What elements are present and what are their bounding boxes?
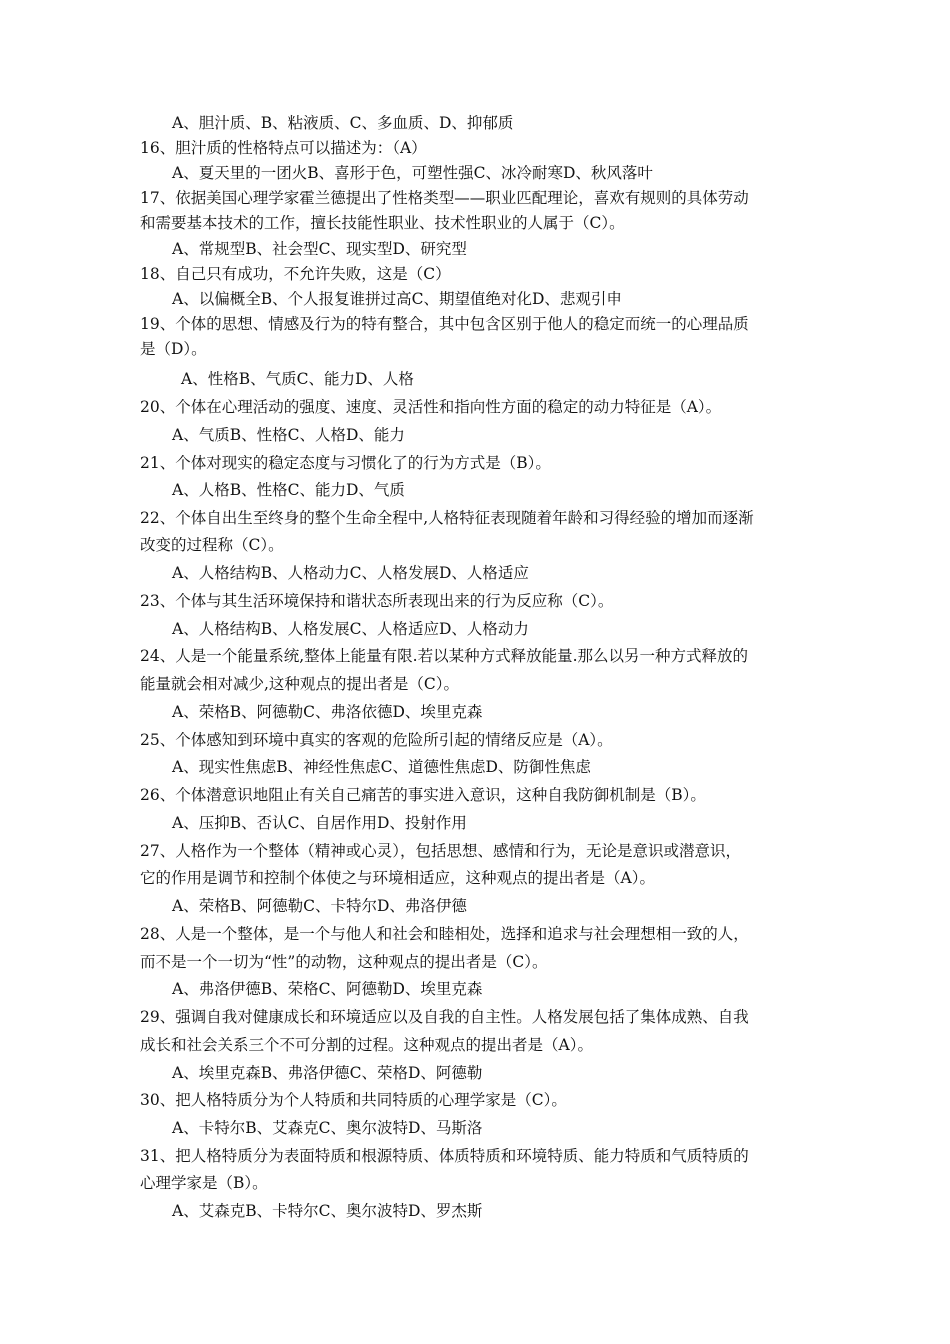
answer-options-line: A、人格结构B、人格动力C、人格发展D、人格适应 xyxy=(172,564,529,582)
question-line: 21、个体对现实的稳定态度与习惯化了的行为方式是（B）。 xyxy=(140,454,551,472)
answer-options-line: A、常规型B、社会型C、现实型D、研究型 xyxy=(172,240,467,258)
question-line: 心理学家是（B）。 xyxy=(140,1174,268,1192)
question-line: 19、个体的思想、情感及行为的特有整合，其中包含区别于他人的稳定而统一的心理品质 xyxy=(140,315,749,333)
answer-options-line: A、现实性焦虑B、神经性焦虑C、道德性焦虑D、防御性焦虑 xyxy=(172,758,591,776)
question-line: 26、个体潜意识地阻止有关自己痛苦的事实进入意识，这种自我防御机制是（B）。 xyxy=(140,786,706,804)
question-line: 16、胆汁质的性格特点可以描述为：（A） xyxy=(140,139,427,157)
question-line: 31、把人格特质分为表面特质和根源特质、体质特质和环境特质、能力特质和气质特质的 xyxy=(140,1147,749,1165)
answer-options-line: A、胆汁质、B、粘液质、C、多血质、D、抑郁质 xyxy=(172,114,514,132)
answer-options-line: A、性格B、气质C、能力D、人格 xyxy=(181,370,414,388)
answer-options-line: A、荣格B、阿德勒C、卡特尔D、弗洛伊德 xyxy=(172,897,467,915)
question-line: 23、个体与其生活环境保持和谐状态所表现出来的行为反应称（C）。 xyxy=(140,592,614,610)
question-line: 18、自己只有成功，不允许失败，这是（C） xyxy=(140,265,451,283)
answer-options-line: A、荣格B、阿德勒C、弗洛依德D、埃里克森 xyxy=(172,703,483,721)
question-line: 20、个体在心理活动的强度、速度、灵活性和指向性方面的稳定的动力特征是（A）。 xyxy=(140,398,722,416)
question-line: 而不是一个一切为“性”的动物，这种观点的提出者是（C）。 xyxy=(140,953,548,971)
answer-options-line: A、人格B、性格C、能力D、气质 xyxy=(172,481,405,499)
question-line: 28、人是一个整体，是一个与他人和社会和睦相处，选择和追求与社会理想相一致的人， xyxy=(140,925,749,943)
question-line: 29、强调自我对健康成长和环境适应以及自我的自主性。人格发展包括了集体成熟、自我 xyxy=(140,1008,749,1026)
question-line: 27、人格作为一个整体（精神或心灵），包括思想、感情和行为，无论是意识或潜意识， xyxy=(140,842,741,860)
answer-options-line: A、埃里克森B、弗洛伊德C、荣格D、阿德勒 xyxy=(172,1064,483,1082)
answer-options-line: A、卡特尔B、艾森克C、奥尔波特D、马斯洛 xyxy=(172,1119,483,1137)
question-line: 22、个体自出生至终身的整个生命全程中,人格特征表现随着年龄和习得经验的增加而逐渐 xyxy=(140,509,754,527)
answer-options-line: A、夏天里的一团火B、喜形于色，可塑性强C、冰冷耐寒D、秋风落叶 xyxy=(172,164,653,182)
question-line: 17、依据美国心理学家霍兰德提出了性格类型——职业匹配理论，喜欢有规则的具体劳动 xyxy=(140,189,749,207)
question-line: 30、把人格特质分为个人特质和共同特质的心理学家是（C）。 xyxy=(140,1091,567,1109)
answer-options-line: A、以偏概全B、个人报复谁拼过高C、期望值绝对化D、悲观引申 xyxy=(172,290,622,308)
question-line: 改变的过程称（C）。 xyxy=(140,536,284,554)
question-line: 它的作用是调节和控制个体使之与环境相适应，这种观点的提出者是（A）。 xyxy=(140,869,655,887)
question-line: 是（D）。 xyxy=(140,340,207,358)
question-line: 和需要基本技术的工作，擅长技能性职业、技术性职业的人属于（C）。 xyxy=(140,214,625,232)
answer-options-line: A、艾森克B、卡特尔C、奥尔波特D、罗杰斯 xyxy=(172,1202,483,1220)
question-line: 24、人是一个能量系统,整体上能量有限.若以某种方式释放能量.那么以另一种方式释放的 xyxy=(140,647,749,665)
answer-options-line: A、弗洛伊德B、荣格C、阿德勒D、埃里克森 xyxy=(172,980,483,998)
question-line: 成长和社会关系三个不可分割的过程。这种观点的提出者是（A）。 xyxy=(140,1036,593,1054)
answer-options-line: A、人格结构B、人格发展C、人格适应D、人格动力 xyxy=(172,620,529,638)
question-line: 25、个体感知到环境中真实的客观的危险所引起的情绪反应是（A）。 xyxy=(140,731,613,749)
question-line: 能量就会相对减少,这种观点的提出者是（C）。 xyxy=(140,675,460,693)
answer-options-line: A、压抑B、否认C、自居作用D、投射作用 xyxy=(172,814,467,832)
answer-options-line: A、气质B、性格C、人格D、能力 xyxy=(172,426,405,444)
